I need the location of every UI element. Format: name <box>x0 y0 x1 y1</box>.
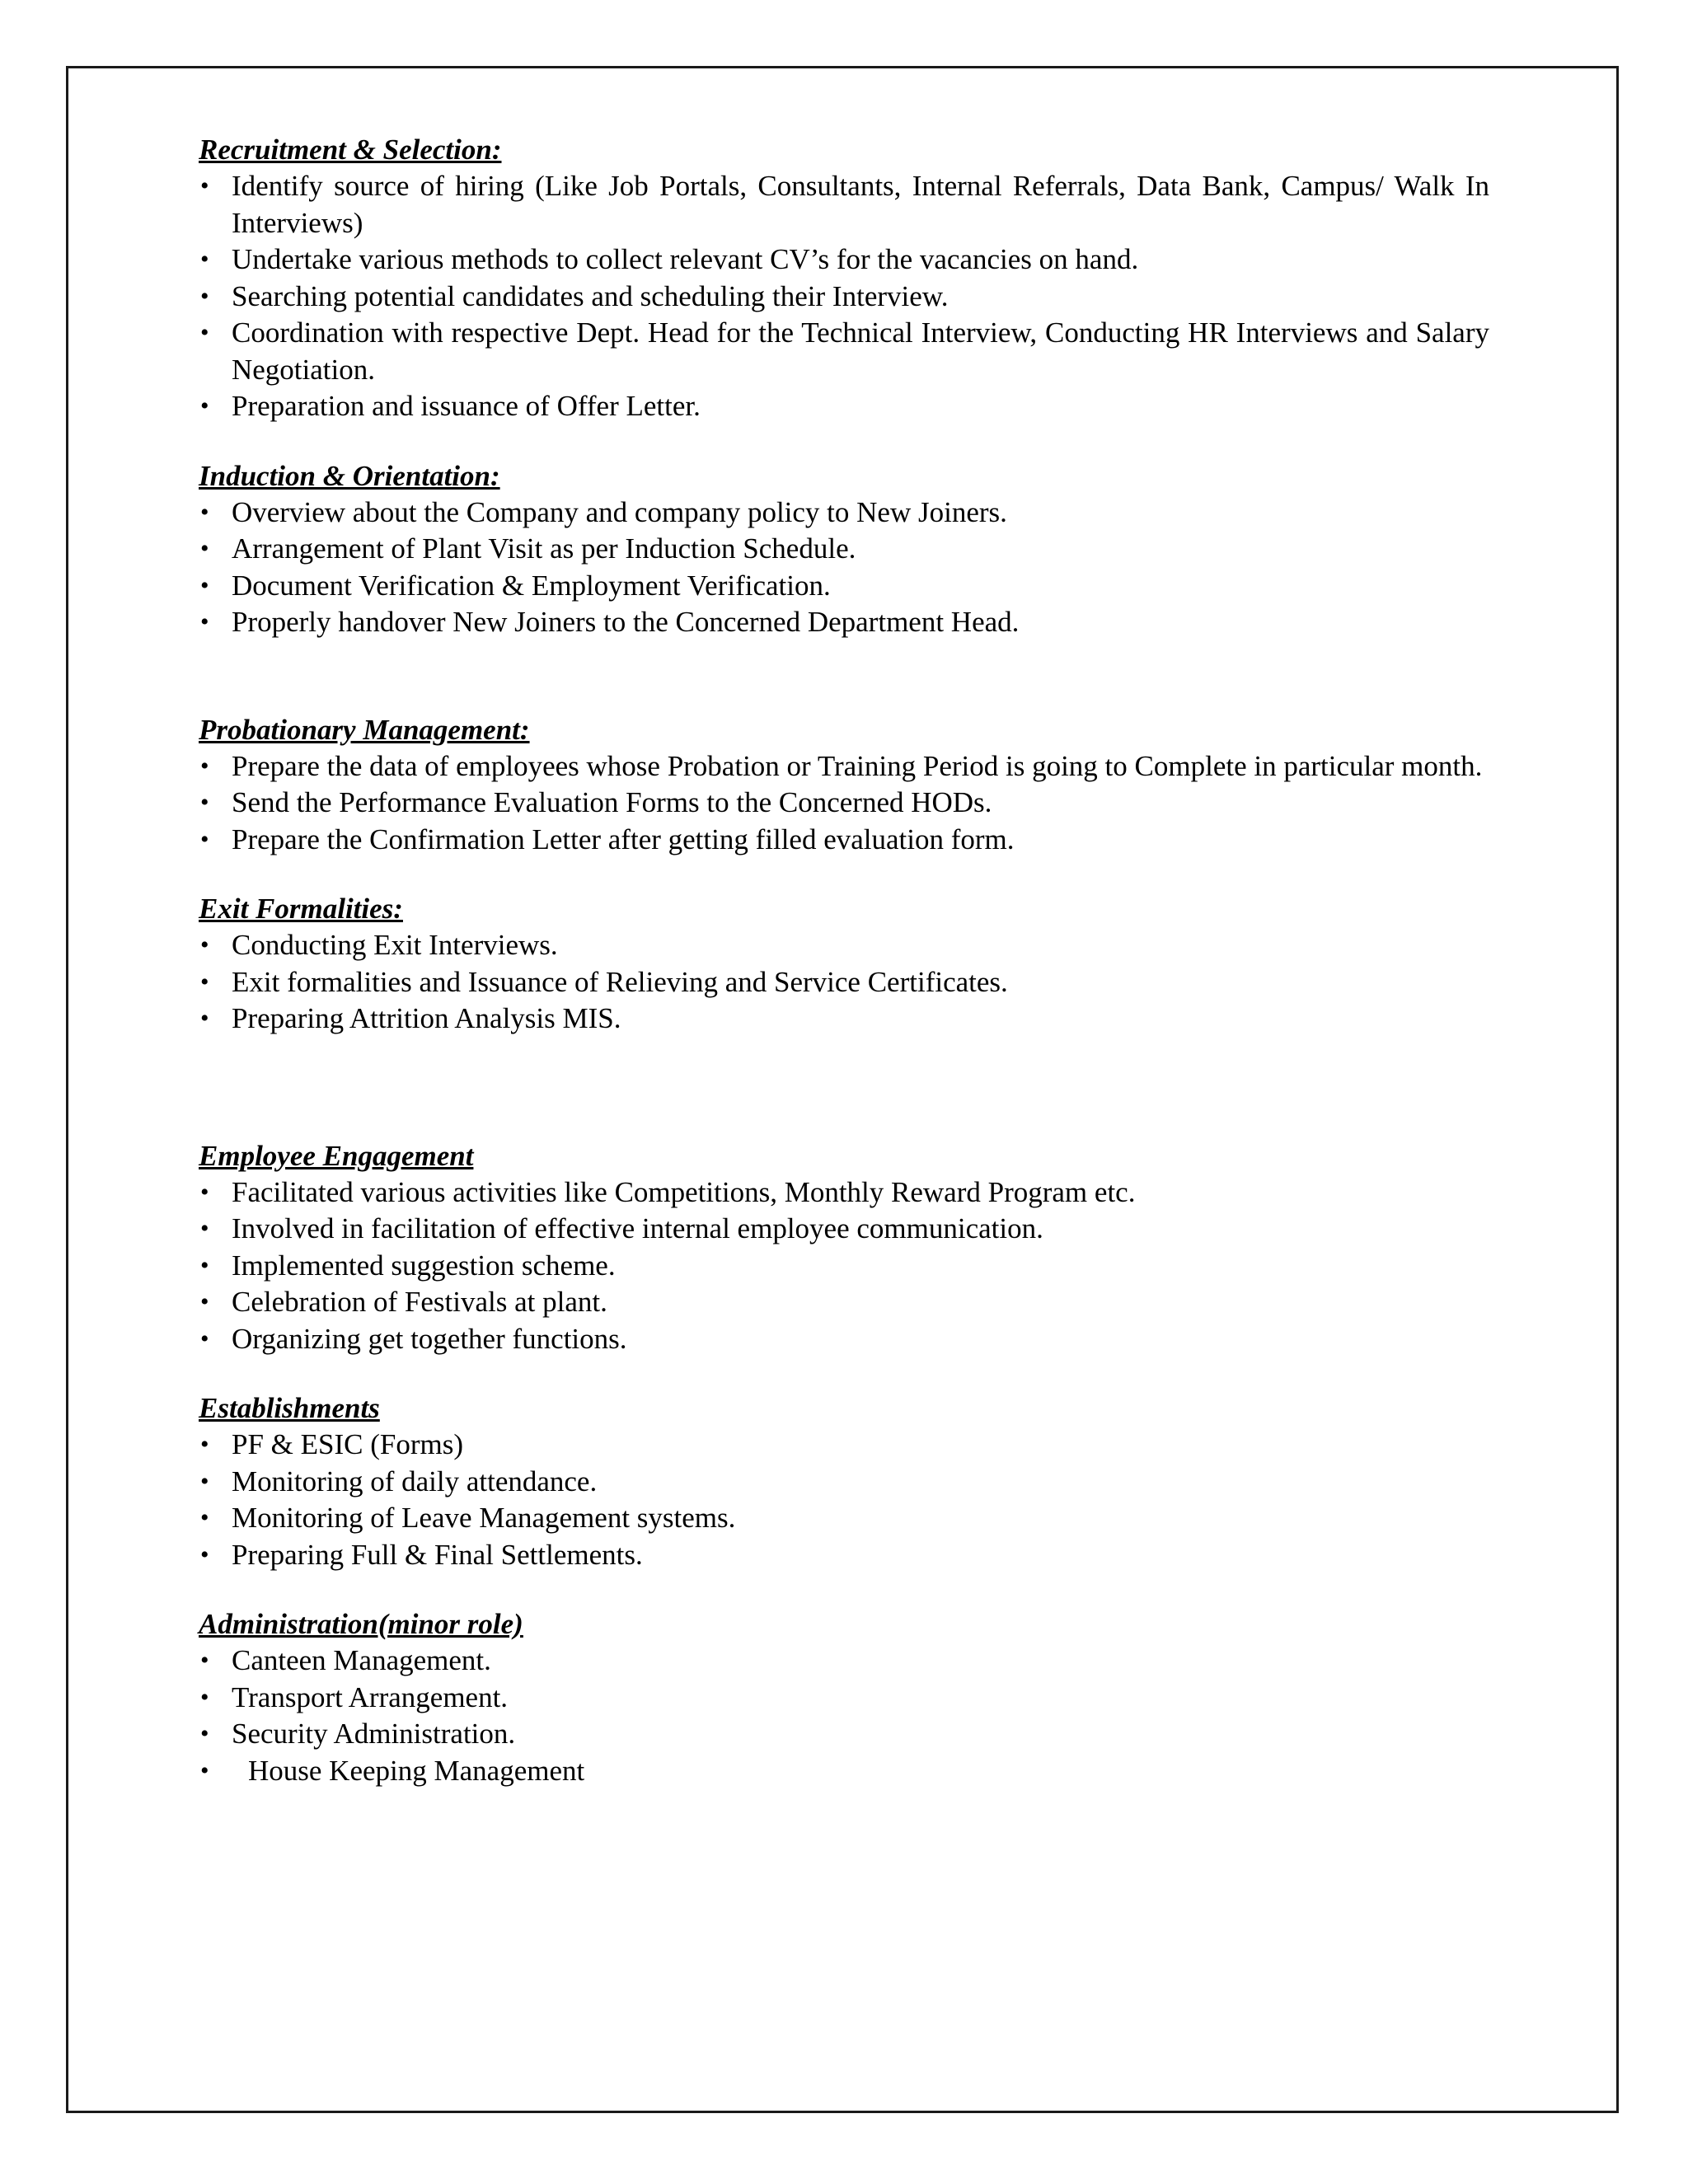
bullet-icon: • <box>200 1215 209 1242</box>
section-title: Administration(minor role) <box>199 1608 523 1640</box>
bullet-list <box>199 927 1489 1038</box>
bullet-icon: • <box>200 1647 209 1674</box>
list-item: • Prepare the data of employees whose Probation or Training Period is going to Complete in particular month. <box>199 748 1489 785</box>
bullet-icon: • <box>200 1288 209 1315</box>
list-item: • House Keeping Management <box>199 1753 1489 1790</box>
list-item: • Send the Performance Evaluation Forms to the Concerned HODs. <box>199 785 1489 822</box>
list-item: • Monitoring of Leave Management systems. <box>199 1500 1489 1537</box>
section-induction-orientation <box>199 458 1489 641</box>
bullet-icon: • <box>200 789 209 816</box>
list-item: • Prepare the Confirmation Letter after getting filled evaluation form. <box>199 822 1489 859</box>
list-item: • Facilitated various activities like Competitions, Monthly Reward Program etc. <box>199 1174 1489 1212</box>
bullet-icon: • <box>200 968 209 996</box>
section-probationary-management <box>199 712 1489 859</box>
section-establishments <box>199 1390 1489 1573</box>
bullet-list <box>199 494 1489 641</box>
list-item: • Involved in facilitation of effective internal employee communication. <box>199 1211 1489 1248</box>
bullet-icon: • <box>200 319 209 346</box>
bullet-icon: • <box>200 608 209 635</box>
bullet-icon: • <box>200 752 209 780</box>
bullet-icon: • <box>200 825 209 853</box>
section-title: Induction & Orientation: <box>199 459 500 492</box>
bullet-list <box>199 1174 1489 1358</box>
list-item: • Security Administration. <box>199 1716 1489 1753</box>
bullet-icon: • <box>200 1756 209 1784</box>
list-item: • Transport Arrangement. <box>199 1680 1489 1717</box>
list-item: • Document Verification & Employment Verification. <box>199 568 1489 605</box>
list-item: • Implemented suggestion scheme. <box>199 1248 1489 1285</box>
bullet-icon: • <box>200 282 209 310</box>
section-title: Establishments <box>199 1392 380 1424</box>
bullet-list <box>199 1643 1489 1789</box>
section-exit-formalities <box>199 891 1489 1038</box>
bullet-icon: • <box>200 392 209 419</box>
section-recruitment-selection <box>199 132 1489 425</box>
bullet-icon: • <box>200 1540 209 1568</box>
bullet-icon: • <box>200 1431 209 1458</box>
bullet-icon: • <box>200 931 209 958</box>
bullet-icon: • <box>200 1504 209 1531</box>
list-item: • Undertake various methods to collect relevant CV’s for the vacancies on hand. <box>199 241 1489 279</box>
list-item: • Searching potential candidates and scheduling their Interview. <box>199 279 1489 316</box>
list-item: • Identify source of hiring (Like Job Portals, Consultants, Internal Referrals, Data Bank, Campus/ Walk In Interviews) <box>200 170 1489 239</box>
bullet-icon: • <box>200 571 209 599</box>
bullet-icon: • <box>200 1720 209 1747</box>
list-item: • Organizing get together functions. <box>199 1321 1489 1358</box>
bullet-icon: • <box>200 535 209 562</box>
bullet-icon: • <box>200 1005 209 1032</box>
bullet-icon: • <box>200 1467 209 1495</box>
list-item: • Overview about the Company and company policy to New Joiners. <box>199 494 1489 532</box>
bullet-icon: • <box>200 1178 209 1206</box>
list-item: • Properly handover New Joiners to the Concerned Department Head. <box>199 604 1489 641</box>
list-item: • Conducting Exit Interviews. <box>199 927 1489 964</box>
section-title: Exit Formalities: <box>199 893 403 925</box>
section-title: Probationary Management: <box>199 713 530 746</box>
list-item: • Preparing Full & Final Settlements. <box>199 1537 1489 1574</box>
bullet-icon: • <box>200 1324 209 1352</box>
list-item: • Canteen Management. <box>199 1643 1489 1680</box>
list-item: • PF & ESIC (Forms) <box>199 1427 1489 1464</box>
bullet-icon: • <box>200 498 209 526</box>
list-item: • Celebration of Festivals at plant. <box>199 1284 1489 1321</box>
list-item: • Arrangement of Plant Visit as per Induction Schedule. <box>199 531 1489 568</box>
bullet-icon: • <box>200 1683 209 1711</box>
document-body <box>199 132 1489 1789</box>
section-employee-engagement <box>199 1138 1489 1358</box>
list-item: • Exit formalities and Issuance of Relieving and Service Certificates. <box>199 964 1489 1001</box>
list-item: • Monitoring of daily attendance. <box>199 1464 1489 1501</box>
bullet-list <box>199 168 1489 425</box>
list-item: • Coordination with respective Dept. Head for the Technical Interview, Conducting HR Interviews and Salary Negotiation. <box>200 316 1489 386</box>
bullet-icon: • <box>200 246 209 273</box>
bullet-list <box>199 748 1489 859</box>
bullet-list <box>199 1427 1489 1573</box>
bullet-icon: • <box>200 1251 209 1279</box>
section-administration <box>199 1606 1489 1789</box>
list-item: • Preparation and issuance of Offer Letter. <box>199 388 1489 425</box>
section-title: Recruitment & Selection: <box>199 134 502 166</box>
section-title: Employee Engagement <box>199 1139 474 1172</box>
bullet-icon: • <box>200 172 209 199</box>
list-item: • Preparing Attrition Analysis MIS. <box>199 1001 1489 1038</box>
